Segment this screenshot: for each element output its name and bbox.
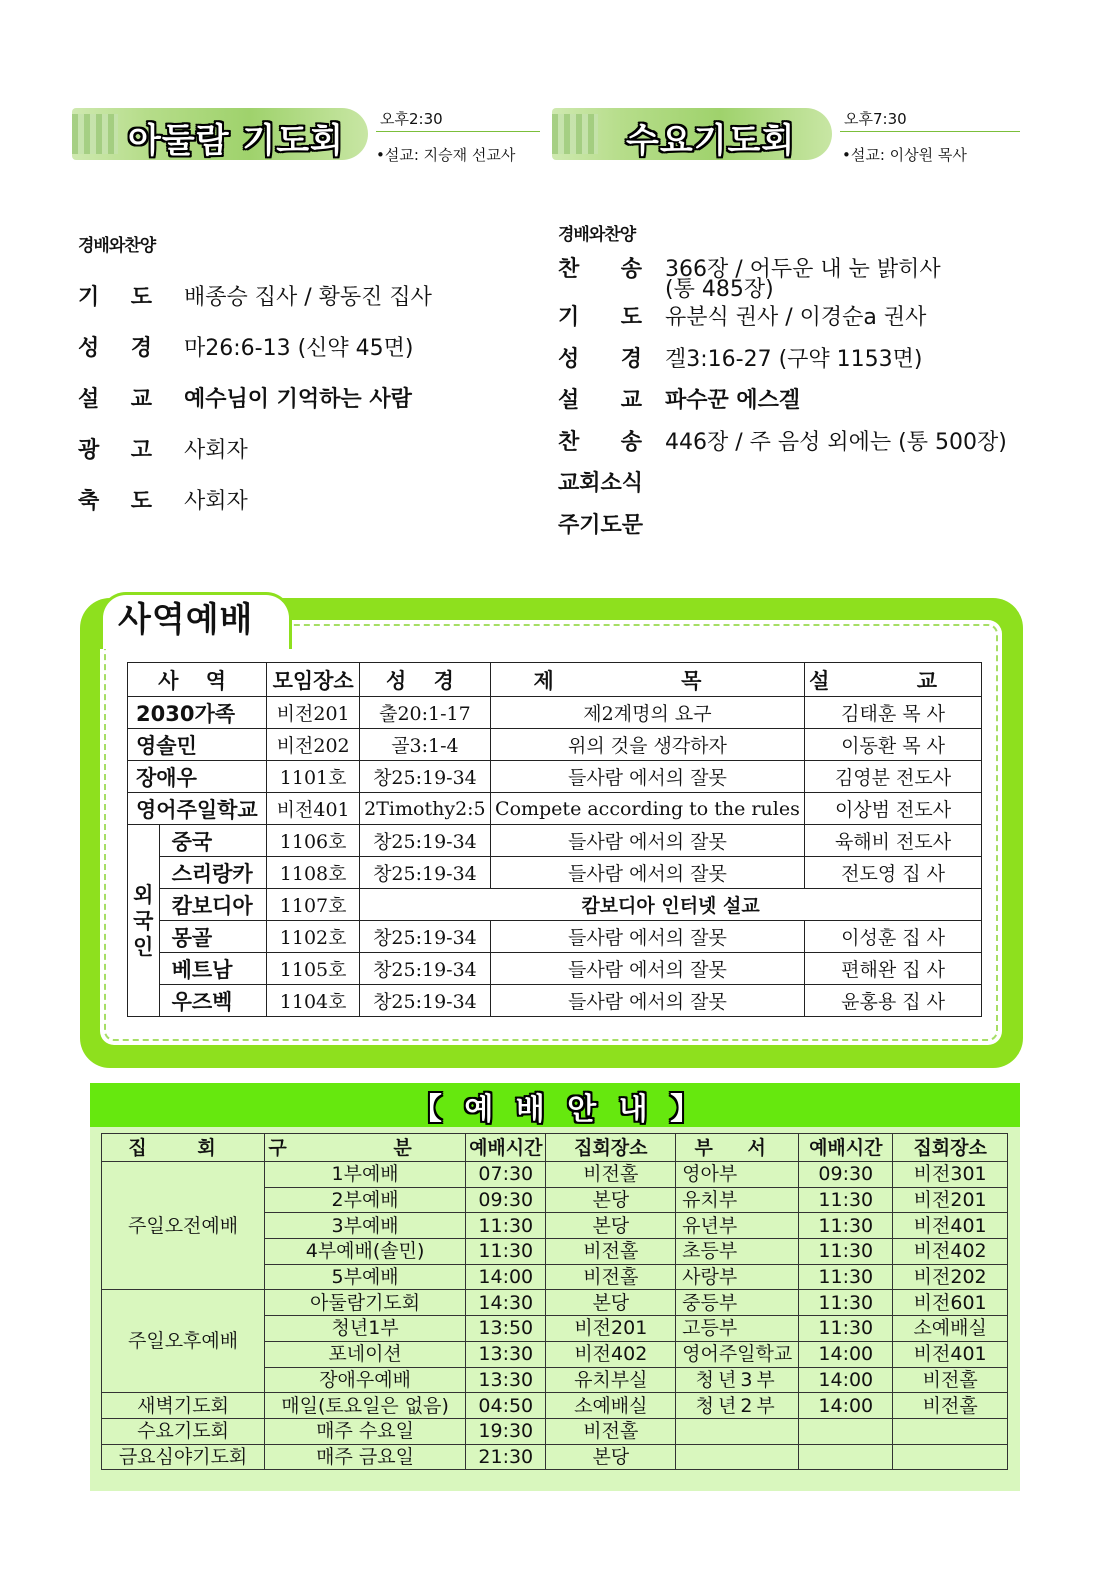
guide-dept-place: 비전홀: [893, 1393, 1008, 1419]
guide-dept-place: 비전201: [893, 1187, 1008, 1213]
wednesday-item-row: [558, 300, 927, 331]
wednesday-item-label: 주기도문: [558, 512, 644, 538]
ministry-header-cell: 사 역: [128, 663, 267, 697]
guide-place: 본당: [546, 1213, 676, 1239]
ministry-preacher: 육해비 전도사: [805, 825, 982, 857]
guide-header-cell: 집회장소: [893, 1134, 1008, 1162]
guide-kind: 장애우예배: [265, 1367, 466, 1393]
ministry-bible: 골3:1-4: [360, 729, 491, 761]
wednesday-item-row: [558, 252, 941, 302]
guide-dept-place: 비전홀: [893, 1367, 1008, 1393]
ministry-foreign-row: [128, 985, 982, 1017]
guide-dept-time: [799, 1418, 893, 1444]
guide-row: [102, 1162, 1008, 1188]
adullam-section-label: 경배와찬양: [78, 236, 156, 256]
guide-dept: 중등부: [676, 1290, 799, 1316]
ministry-name: 영솔민: [128, 729, 267, 761]
ministry-foreign-name: 우즈벡: [159, 985, 267, 1017]
ministry-bible: 창25:19-34: [360, 921, 491, 953]
ministry-foreign-name: 스리랑카: [159, 857, 267, 889]
ministry-topic: Compete according to the rules: [490, 793, 804, 825]
guide-dept-time: 14:00: [799, 1367, 893, 1393]
guide-header-cell: 구 분: [265, 1134, 466, 1162]
guide-dept-place: 비전301: [893, 1162, 1008, 1188]
guide-kind: 2부예배: [265, 1187, 466, 1213]
adullam-item-value: 사회자: [184, 438, 248, 463]
wednesday-item-value: 446장 / 주 음성 외에는 (통 500장): [665, 429, 1007, 455]
guide-dept-time: 09:30: [799, 1162, 893, 1188]
guide-group: 금요심야기도회: [102, 1444, 265, 1470]
ministry-place: 1108호: [267, 857, 360, 889]
adullam-item-label: [78, 331, 152, 362]
ministry-row: [128, 761, 982, 793]
guide-dept-place: 비전402: [893, 1239, 1008, 1265]
guide-dept: [676, 1444, 799, 1470]
guide-kind: 5부예배: [265, 1264, 466, 1290]
ministry-row: [128, 697, 982, 729]
guide-dept-place: [893, 1444, 1008, 1470]
adullam-item-label-char: 광: [78, 438, 100, 463]
guide-row: [102, 1393, 1008, 1419]
ministry-topic: 위의 것을 생각하자: [490, 729, 804, 761]
ministry-place: 비전401: [267, 793, 360, 825]
ministry-preacher: 편해완 집 사: [805, 953, 982, 985]
guide-group: 새벽기도회: [102, 1393, 265, 1419]
wednesday-item-row: [558, 508, 642, 539]
ministry-place: 1101호: [267, 761, 360, 793]
ministry-place: 1102호: [267, 921, 360, 953]
guide-time: 07:30: [466, 1162, 546, 1188]
guide-place: 유치부실: [546, 1367, 676, 1393]
guide-dept-time: 11:30: [799, 1187, 893, 1213]
ministry-preacher: 김태훈 목 사: [805, 697, 982, 729]
guide-kind: 매주 수요일: [265, 1418, 466, 1444]
ministry-topic: 제2계명의 요구: [490, 697, 804, 729]
ministry-place: 1104호: [267, 985, 360, 1017]
ministry-foreign-name: 몽골: [159, 921, 267, 953]
ministry-table: [127, 662, 982, 1017]
guide-kind: 포네이션: [265, 1341, 466, 1367]
guide-header-row: [102, 1134, 1008, 1162]
guide-header-cell: 집회장소: [546, 1134, 676, 1162]
wednesday-item-label-char: 교: [620, 388, 642, 413]
guide-dept-time: 14:00: [799, 1341, 893, 1367]
adullam-item-label: [78, 433, 152, 464]
wednesday-item-label-char: 찬: [558, 429, 580, 455]
ministry-bible: 출20:1-17: [360, 697, 491, 729]
ministry-topic: 들사람 에서의 잘못: [490, 921, 804, 953]
guide-group-afternoon: 주일오후예배: [102, 1290, 265, 1393]
adullam-item-label-char: 설: [78, 387, 100, 412]
adullam-time: 오후2:30: [380, 110, 443, 128]
wednesday-item-label-char: 성: [558, 346, 580, 372]
adullam-item-value: 사회자: [184, 489, 248, 514]
ministry-header-cell: 모임장소: [267, 663, 360, 697]
ministry-name: 2030가족: [128, 697, 267, 729]
guide-time: 11:30: [466, 1239, 546, 1265]
guide-dept: 청년3부: [676, 1367, 799, 1393]
adullam-item-label: [78, 280, 152, 311]
guide-time: 14:30: [466, 1290, 546, 1316]
guide-title: 【 예 배 안 내 】: [411, 1092, 707, 1127]
wednesday-title: 수요기도회: [626, 121, 796, 161]
guide-time: 21:30: [466, 1444, 546, 1470]
wednesday-item-value: 유분식 권사 / 이경순a 권사: [665, 305, 927, 330]
wednesday-item-label-char: 도: [620, 305, 642, 330]
guide-header-cell: 예배시간: [799, 1134, 893, 1162]
guide-place: 본당: [546, 1290, 676, 1316]
ministry-place: 1107호: [267, 889, 360, 921]
guide-dept-place: 소예배실: [893, 1316, 1008, 1342]
guide-place: 본당: [546, 1187, 676, 1213]
wednesday-item-row: [558, 425, 1007, 456]
wednesday-item-label: [558, 342, 642, 373]
ministry-preacher: 전도영 집 사: [805, 857, 982, 889]
guide-kind: 매주 금요일: [265, 1444, 466, 1470]
wednesday-item-label-char: 경: [620, 346, 642, 372]
ministry-foreign-row: [128, 825, 982, 857]
ministry-header-cell: 설 교: [805, 663, 982, 697]
adullam-item-label-char: 교: [130, 387, 152, 412]
guide-group: 수요기도회: [102, 1418, 265, 1444]
guide-time: 04:50: [466, 1393, 546, 1419]
ministry-preacher: 이상범 전도사: [805, 793, 982, 825]
wednesday-item-label: [558, 425, 642, 456]
ministry-place: 비전202: [267, 729, 360, 761]
adullam-item-label-char: 기: [78, 285, 100, 310]
guide-kind: 아둘람기도회: [265, 1290, 466, 1316]
wednesday-item-label: [558, 300, 642, 331]
guide-header-cell: 집 회: [102, 1134, 265, 1162]
guide-dept-time: 11:30: [799, 1213, 893, 1239]
ministry-preacher: 김영분 전도사: [805, 761, 982, 793]
adullam-item-label: [78, 484, 152, 515]
guide-table: [101, 1133, 1008, 1470]
ministry-preacher: 이성훈 집 사: [805, 921, 982, 953]
guide-kind: 3부예배: [265, 1213, 466, 1239]
wednesday-item-label-char: 기: [558, 305, 580, 330]
guide-dept-time: 11:30: [799, 1290, 893, 1316]
ministry-foreign-name: 캄보디아: [159, 889, 267, 921]
guide-place: 비전201: [546, 1316, 676, 1342]
guide-kind: 4부예배(솔민): [265, 1239, 466, 1265]
ministry-foreign-row: [128, 921, 982, 953]
guide-dept-time: 11:30: [799, 1239, 893, 1265]
adullam-item-value: 마26:6-13 (신약 45면): [184, 336, 414, 361]
ministry-foreign-name: 베트남: [159, 953, 267, 985]
guide-dept: 사랑부: [676, 1264, 799, 1290]
guide-dept: 영어주일학교: [676, 1341, 799, 1367]
guide-dept: 영아부: [676, 1162, 799, 1188]
guide-dept-place: 비전202: [893, 1264, 1008, 1290]
guide-dept-place: 비전401: [893, 1213, 1008, 1239]
adullam-item-label-char: 축: [78, 489, 100, 514]
ministry-header-row: [128, 663, 982, 697]
ministry-row: [128, 793, 982, 825]
ministry-name: 영어주일학교: [128, 793, 267, 825]
ministry-place: 비전201: [267, 697, 360, 729]
wednesday-item-row: [558, 342, 923, 373]
wednesday-item-label: [558, 383, 642, 414]
wednesday-item-label-char: 송: [620, 257, 642, 282]
guide-dept-place: [893, 1418, 1008, 1444]
guide-header-cell: 예배시간: [466, 1134, 546, 1162]
wednesday-item-value: 겔3:16-27 (구약 1153면): [665, 346, 923, 372]
adullam-item-label-char: 도: [130, 489, 152, 514]
wednesday-divider: [840, 131, 1020, 132]
ministry-topic: 들사람 에서의 잘못: [490, 857, 804, 889]
guide-dept: [676, 1418, 799, 1444]
ministry-name: 장애우: [128, 761, 267, 793]
adullam-item-label-char: 도: [130, 285, 152, 310]
ministry-topic: 들사람 에서의 잘못: [490, 985, 804, 1017]
ministry-foreign-name: 중국: [159, 825, 267, 857]
adullam-item-label-char: 고: [130, 438, 152, 463]
adullam-title: 아둘람 기도회: [128, 121, 344, 161]
adullam-item-label-char: 경: [130, 336, 152, 361]
guide-dept: 초등부: [676, 1239, 799, 1265]
wednesday-item-label-char: 찬: [558, 257, 580, 282]
adullam-item-label-char: 성: [78, 336, 100, 361]
ministry-preacher: 이동환 목 사: [805, 729, 982, 761]
wednesday-preacher: •설교: 이상원 목사: [842, 146, 967, 164]
ministry-bible: 창25:19-34: [360, 985, 491, 1017]
ministry-foreign-row: [128, 857, 982, 889]
ministry-place: 1105호: [267, 953, 360, 985]
wednesday-item-label-char: 송: [620, 429, 642, 455]
guide-dept-time: 11:30: [799, 1264, 893, 1290]
wednesday-item-label: 교회소식: [558, 471, 644, 496]
ministry-topic: 들사람 에서의 잘못: [490, 761, 804, 793]
wednesday-section-label: 경배와찬양: [558, 225, 636, 245]
guide-time: 14:00: [466, 1264, 546, 1290]
adullam-preacher: •설교: 지승재 선교사: [376, 146, 516, 164]
ministry-foreign-row: [128, 889, 982, 921]
guide-dept: 유년부: [676, 1213, 799, 1239]
wednesday-item-label-char: 설: [558, 388, 580, 413]
guide-kind: 매일(토요일은 없음): [265, 1393, 466, 1419]
guide-place: 비전홀: [546, 1418, 676, 1444]
ministry-bible: 창25:19-34: [360, 857, 491, 889]
guide-time: 13:30: [466, 1341, 546, 1367]
wednesday-item-label: [558, 252, 642, 283]
guide-dept: 고등부: [676, 1316, 799, 1342]
guide-dept-place: 비전601: [893, 1290, 1008, 1316]
adullam-item-row: [78, 280, 432, 311]
ministry-bible: 창25:19-34: [360, 825, 491, 857]
guide-place: 본당: [546, 1444, 676, 1470]
guide-dept: 유치부: [676, 1187, 799, 1213]
adullam-item-row: [78, 382, 412, 413]
ministry-foreign-row: [128, 953, 982, 985]
adullam-divider: [376, 131, 540, 132]
wednesday-time: 오후7:30: [844, 110, 907, 128]
guide-kind: 1부예배: [265, 1162, 466, 1188]
ministry-foreign-label: 외국인: [128, 825, 160, 1017]
wednesday-item-row: [558, 466, 642, 497]
adullam-item-row: [78, 433, 248, 464]
adullam-item-value: 예수님이 기억하는 사람: [184, 387, 412, 412]
guide-time: 19:30: [466, 1418, 546, 1444]
adullam-item-value: 배종승 집사 / 황동진 집사: [184, 285, 432, 310]
guide-place: 소예배실: [546, 1393, 676, 1419]
ministry-bible: 2Timothy2:5: [360, 793, 491, 825]
adullam-item-row: [78, 331, 414, 362]
guide-header-cell: 부 서: [676, 1134, 799, 1162]
guide-time: 11:30: [466, 1213, 546, 1239]
ministry-place: 1106호: [267, 825, 360, 857]
adullam-item-label: [78, 382, 152, 413]
guide-row: [102, 1444, 1008, 1470]
guide-dept: 청년2부: [676, 1393, 799, 1419]
ministry-bible: 창25:19-34: [360, 953, 491, 985]
guide-dept-time: [799, 1444, 893, 1470]
wednesday-item-value: 366장 / 어두운 내 눈 밝히사: [665, 257, 941, 282]
ministry-merged-note: 캄보디아 인터넷 설교: [360, 889, 982, 921]
ministry-row: [128, 729, 982, 761]
wednesday-item-value: 파수꾼 에스겔: [665, 388, 801, 413]
guide-time: 13:50: [466, 1316, 546, 1342]
guide-time: 13:30: [466, 1367, 546, 1393]
ministry-topic: 들사람 에서의 잘못: [490, 953, 804, 985]
ministry-topic: 들사람 에서의 잘못: [490, 825, 804, 857]
guide-kind: 청년1부: [265, 1316, 466, 1342]
guide-dept-time: 14:00: [799, 1393, 893, 1419]
guide-place: 비전홀: [546, 1162, 676, 1188]
wednesday-item-row: [558, 383, 801, 414]
guide-place: 비전홀: [546, 1239, 676, 1265]
ministry-header-cell: 제 목: [490, 663, 804, 697]
guide-row: [102, 1418, 1008, 1444]
guide-place: 비전402: [546, 1341, 676, 1367]
adullam-item-row: [78, 484, 248, 515]
wednesday-item-value-extra: (통 485장): [665, 277, 774, 302]
guide-dept-place: 비전401: [893, 1341, 1008, 1367]
guide-row: [102, 1290, 1008, 1316]
guide-dept-time: 11:30: [799, 1316, 893, 1342]
ministry-preacher: 윤홍용 집 사: [805, 985, 982, 1017]
ministry-title: 사역예배: [118, 600, 254, 640]
guide-group-morning: 주일오전예배: [102, 1162, 265, 1290]
guide-place: 비전홀: [546, 1264, 676, 1290]
ministry-bible: 창25:19-34: [360, 761, 491, 793]
guide-time: 09:30: [466, 1187, 546, 1213]
ministry-header-cell: 성 경: [360, 663, 491, 697]
